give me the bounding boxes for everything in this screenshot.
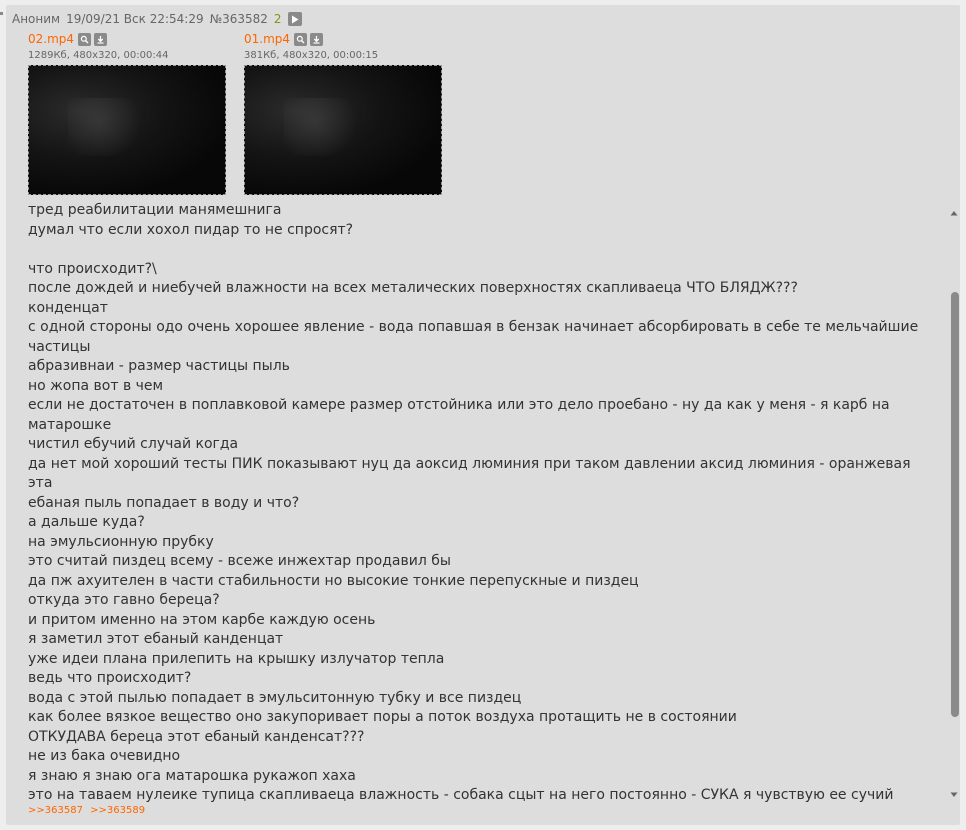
search-icon[interactable]: [78, 33, 91, 46]
comment-line: что происходит?\: [28, 260, 157, 277]
comment-line: с одной стороны одо очень хорошее явление - вода попавшая в бензак начинает абсорбировать в себе те мельчайшие частицы: [28, 319, 923, 355]
comment-line: как более вязкое вещество оно закупоривает поры а поток воздуха протащить не в состоянии: [28, 709, 737, 725]
comment-line: да пж ахуителен в части стабильности но высокие тонкие перепускные и пиздец: [28, 572, 639, 589]
file-name-link[interactable]: 01.mp4: [244, 32, 291, 46]
video-thumbnail[interactable]: [28, 65, 226, 195]
comment-line: я знаю я знаю ога матарошка рукажоп хаха: [28, 767, 356, 784]
search-icon[interactable]: [294, 33, 307, 46]
attachment: [244, 31, 444, 195]
comment-line: думал что если хохол пидар то не спросят?: [28, 221, 354, 238]
scroll-down-arrow-icon[interactable]: [947, 788, 961, 802]
attachment: [28, 31, 228, 195]
post-header: [12, 10, 302, 28]
comment-line: и притом именно на этом карбе каждую осень: [28, 611, 376, 628]
file-name-link[interactable]: 02.mp4: [28, 32, 75, 46]
comment-line: ведь что происходит?: [28, 670, 192, 686]
file-count: 2: [273, 12, 282, 26]
comment-line: конденцат: [28, 299, 108, 316]
comment-line: это считай пиздец всему - всеже инжехтар продавил бы: [28, 553, 451, 569]
file-meta: 381Кб, 480x320, 00:00:15: [244, 50, 379, 61]
corner-mark: [0, 12, 3, 15]
comment-line: но жопа вот в чем: [28, 377, 164, 394]
comment-line: ОТКУДАВА береца этот ебаный канденсат???: [28, 728, 365, 745]
comment-line: на эмульсионную прубку: [28, 533, 214, 550]
comment-line: ебаная пыль попадает в воду и что?: [28, 494, 300, 511]
post-comment: [28, 201, 938, 803]
comment-line: а дальше куда?: [28, 514, 145, 530]
post-number[interactable]: №363582: [209, 12, 268, 26]
scroll-up-arrow-icon[interactable]: [947, 206, 961, 220]
comment-line: тред реабилитации манямешнига: [28, 202, 282, 218]
download-icon[interactable]: [310, 33, 323, 46]
post-date: 19/09/21 Вск 22:54:29: [66, 12, 204, 26]
post: [6, 5, 960, 825]
scrollbar-thumb[interactable]: [951, 292, 959, 717]
comment-line: после дождей и ниебучей влажности на всех металических поверхностях скапливаеца ЧТО БЛЯДЖ???: [28, 280, 798, 296]
comment-line: вода с этой пылью попадает в эмульситонную тубку и все пиздец: [28, 689, 522, 706]
video-thumbnail[interactable]: [244, 65, 442, 195]
poster-name: Аноним: [12, 12, 61, 26]
file-meta: 1289Кб, 480x320, 00:00:44: [28, 50, 169, 61]
reply-link[interactable]: >>363587: [28, 805, 83, 816]
attachments: [28, 31, 460, 195]
comment-line: чистил ебучий случай когда: [28, 436, 239, 452]
play-icon[interactable]: [288, 12, 302, 26]
comment-line: если не достаточен в поплавковой камере размер отстойника или это дело проебано - ну да как у меня - я карб на матарошке: [28, 397, 895, 433]
comment-line: откуда это гавно береца?: [28, 592, 220, 608]
download-icon[interactable]: [94, 33, 107, 46]
comment-line: да нет мой хороший тесты ПИК показывают нуц да аоксид люминия при таком давлении аксид люминия - оранжевая эта: [28, 455, 915, 491]
comment-line: уже идеи плана прилепить на крышку излучатор тепла: [28, 650, 445, 667]
comment-line: я заметил этот ебаный канденцат: [28, 631, 284, 647]
comment-line: [28, 240, 938, 260]
comment-line: это на таваем нулеике тупица скапливаеца влажность - собака сцыт на него постоянно - СУКА я чувствую ее сучий: [28, 787, 894, 803]
comment-scrollbar[interactable]: [947, 206, 961, 802]
comment-line: не из бака очевидно: [28, 748, 181, 764]
comment-line: абразивнаи - размер частицы пыль: [28, 358, 290, 374]
reply-link[interactable]: >>363589: [90, 805, 146, 816]
reply-links: [28, 805, 149, 816]
